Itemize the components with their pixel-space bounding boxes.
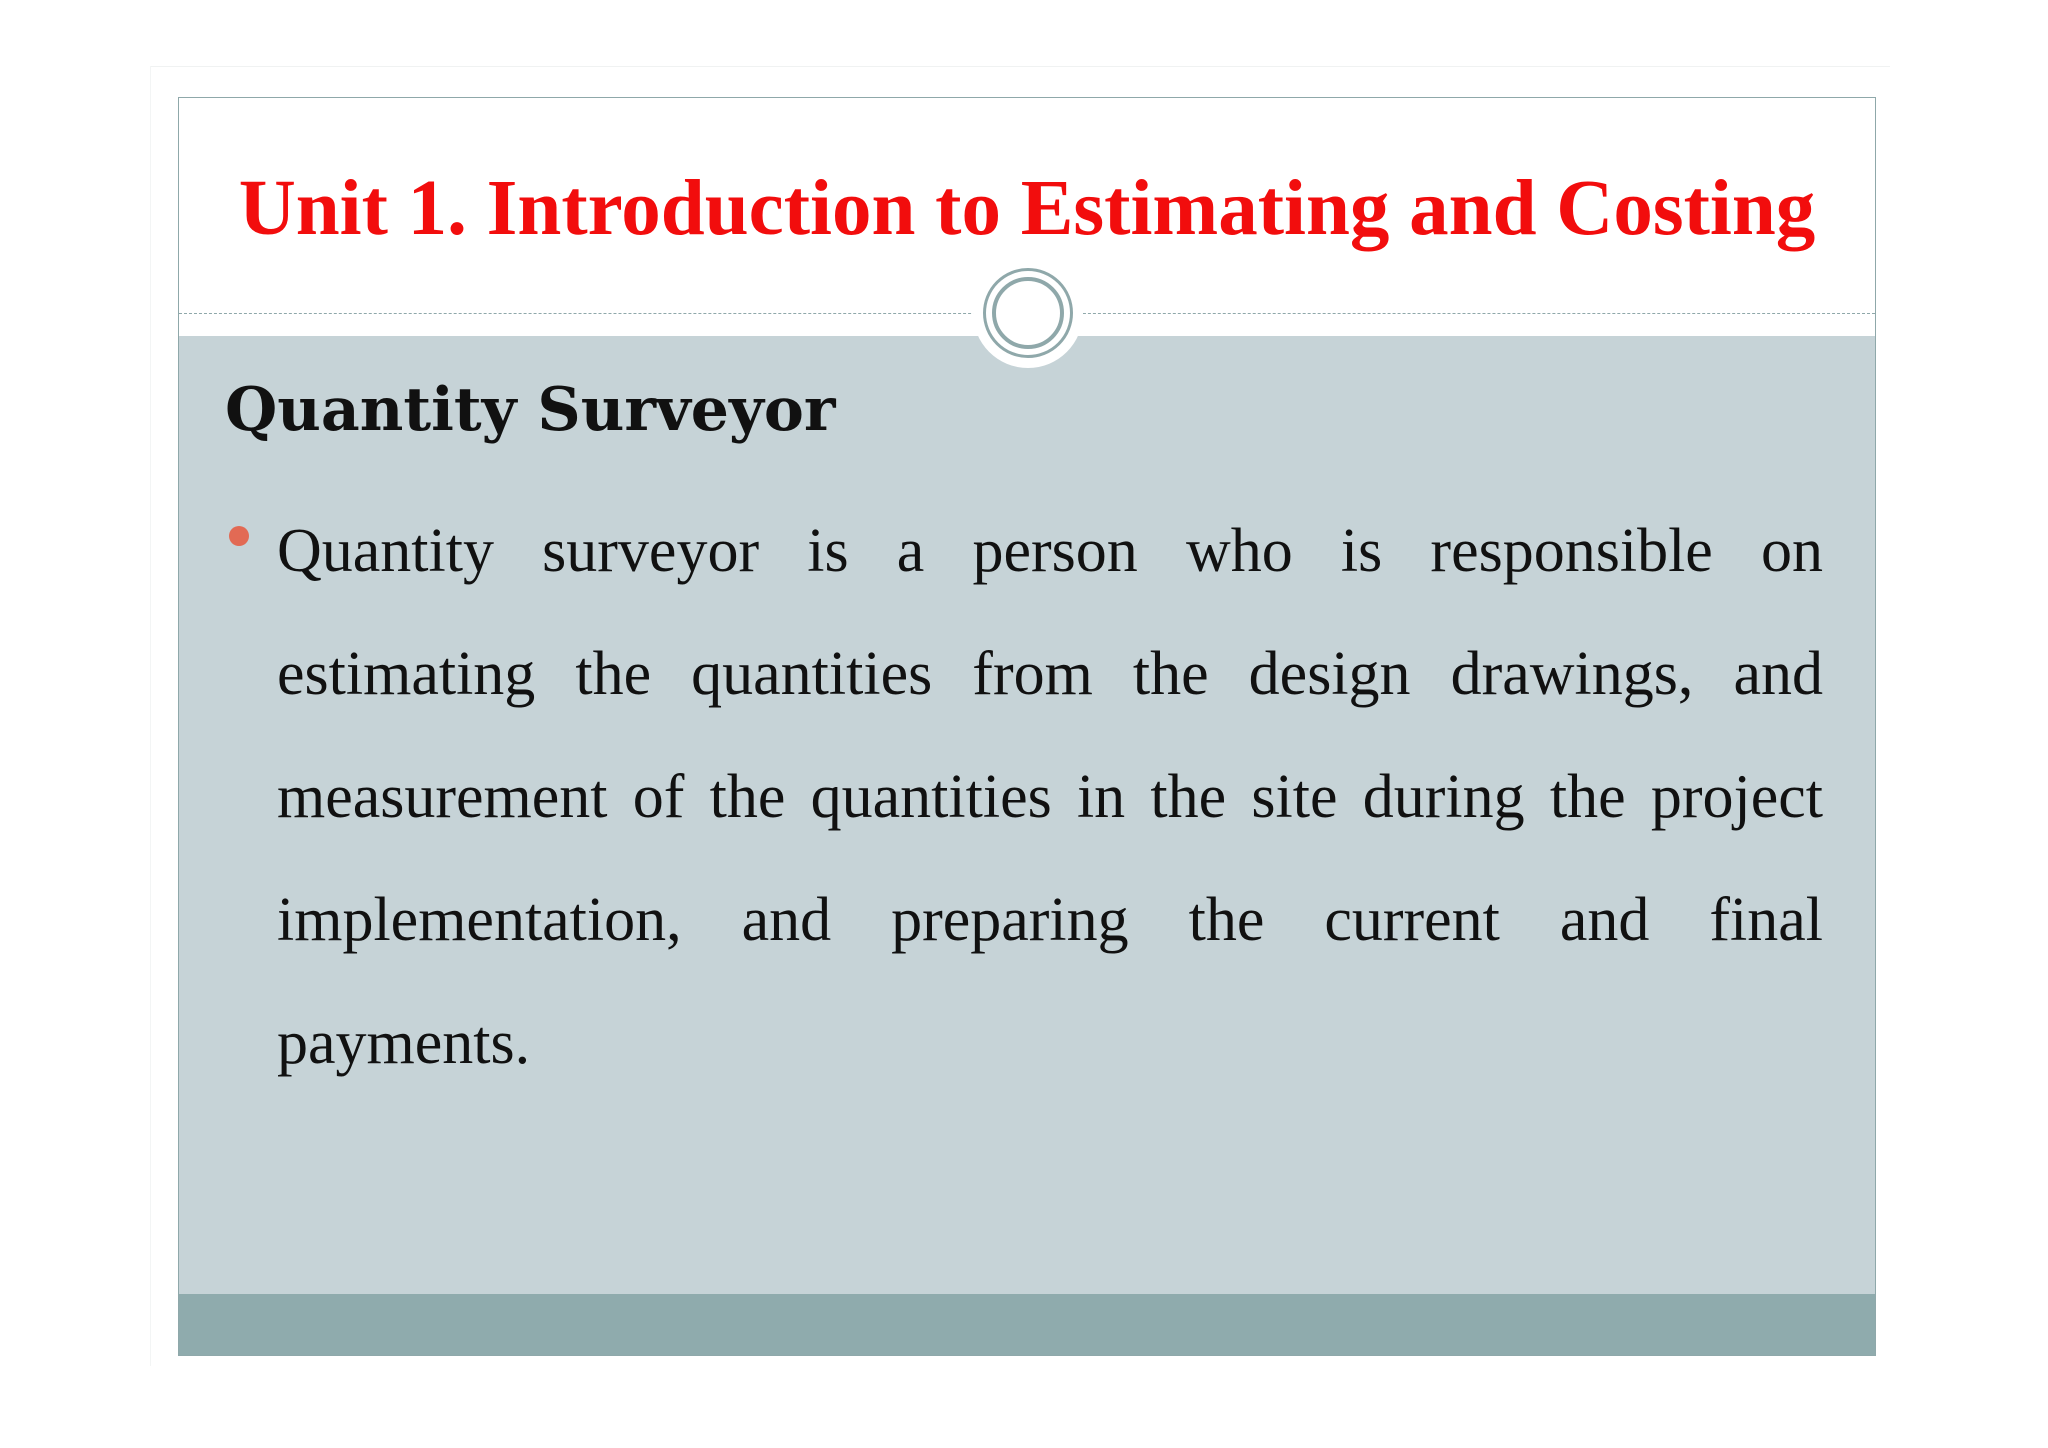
slide-frame	[178, 97, 1876, 1356]
bullet-dot-icon	[229, 526, 249, 546]
page-left-rule	[150, 66, 151, 1366]
bullet-text: Quantity surveyor is a person who is responsible on estimating the quantities from the design drawings, and measurement of the quantities in the site during the project implementation, and preparing the current and final payments.	[277, 517, 1823, 1077]
slide-title: Unit 1. Introduction to Estimating and Costing	[238, 165, 1816, 252]
double-ring-inner	[992, 277, 1064, 349]
section-heading: Quantity Surveyor	[225, 375, 836, 445]
double-ring-icon	[983, 268, 1073, 358]
page-top-rule	[150, 66, 1890, 67]
footer-band	[179, 1294, 1875, 1355]
